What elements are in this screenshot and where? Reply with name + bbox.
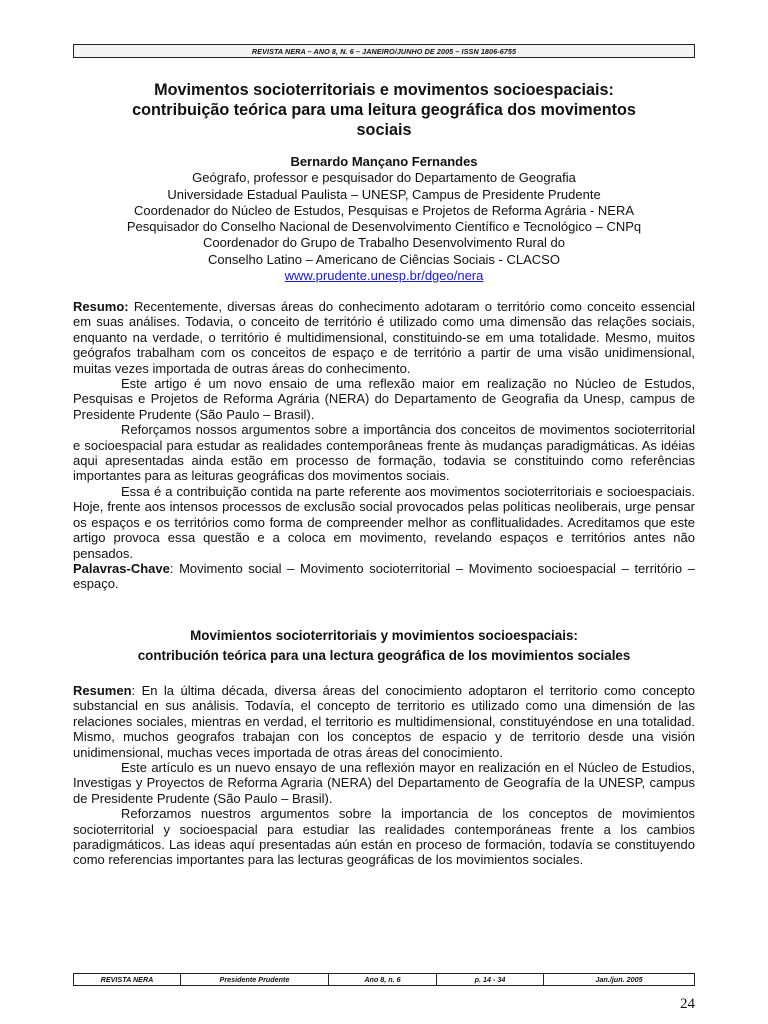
author-affiliation: Conselho Latino – Americano de Ciências Sociais - CLACSO [208, 251, 560, 267]
title-line: contribución teórica para una lectura geográfica de los movimientos sociales [137, 648, 631, 663]
author-affiliation: Pesquisador do Conselho Nacional de Desenvolvimento Científico e Tecnológico – CNPq [126, 219, 642, 235]
footer-pages: p. 14 - 34 [437, 974, 544, 985]
abstract-text: Recentemente, diversas áreas do conhecimento adotaram o território como conceito essencial em suas análises. Todavia, o conceito de território é utilizado como uma dimensão das relações sociais, enquanto na verdade, o território é multidimensional, constituindo-se em uma totalidade. Mesmo, muitos geógrafos trabalham com os conceitos de espaço e de território a partir de uma visão unidimensional, muitas vezes importada de outras áreas do conhecimento. [73, 299, 695, 376]
footer-city: Presidente Prudente [181, 974, 329, 985]
title-line: contribuição teórica para uma leitura geográfica dos movimentos [132, 101, 636, 119]
author-affiliation: Geógrafo, professor e pesquisador do Departamento de Geografia [192, 170, 576, 186]
keywords-text: : Movimento social – Movimento socioterritorial – Movimento socioespacial – território – espaço. [73, 560, 695, 592]
abstract-spanish [73, 683, 695, 868]
author-affiliation: Coordenador do Núcleo de Estudos, Pesquisas e Projetos de Reforma Agrária - NERA [133, 202, 635, 218]
abstract-paragraph: Reforçamos nossos argumentos sobre a importância dos conceitos de movimentos socioterritorial e socioespacial para estudar as realidades contemporâneas frente às mudanças paradigmáticas. As idéias aqui apresentadas ainda estão em processo de formação, todavia se constituindo como referências importantes para as leituras geográficas dos movimentos sociais. [73, 422, 695, 484]
footer-journal: REVISTA NERA [74, 974, 181, 985]
footer-volume: Ano 8, n. 6 [329, 974, 437, 985]
abstract-paragraph [73, 299, 695, 376]
abstract-paragraph: Essa é a contribuição contida na parte referente aos movimentos socioterritoriais e socioespaciais. Hoje, frente aos intensos processos de exclusão social provocados pelas políticas neoliberais, urge pensar os espaços e os territórios como forma de compreender melhor as conflitualidades. Acreditamos que este artigo provoca essa questão e a coloca em movimento, revelando espaços e territórios antes não pensados. [73, 483, 695, 561]
page-number: 24 [680, 996, 695, 1012]
abstract-label: Resumo: [73, 299, 129, 314]
title-line: Movimientos socioterritoriais y movimientos socioespaciais: [190, 628, 578, 643]
keywords-label: Palavras-Chave [73, 560, 170, 576]
author-name: Bernardo Mançano Fernandes [290, 154, 478, 169]
abstract-paragraph: Este artigo é um novo ensaio de uma reflexão maior em realização no Núcleo de Estudos, Pesquisas e Projetos de Reforma Agrária (NERA) do Departamento de Geografia da Unesp, campus de Presidente Prudente (São Paulo – Brasil). [73, 376, 695, 422]
abstract-paragraph [73, 683, 695, 760]
abstract-portuguese [73, 299, 695, 592]
author-affiliation: Coordenador do Grupo de Trabalho Desenvolvimento Rural do [202, 235, 566, 251]
author-affiliation: Universidade Estadual Paulista – UNESP, Campus de Presidente Prudente [167, 186, 601, 202]
spanish-title [73, 626, 695, 666]
author-block [73, 154, 695, 284]
abstract-paragraph: Este artículo es un nuevo ensayo de una reflexión mayor en realización en el Núcleo de Estudios, Investigas y Proyectos de Reforma Agraria (NERA) del Departamento de Geografía de la UNESP, campus de Presidente Prudente (São Paulo – Brasil). [73, 760, 695, 806]
footer-table [73, 973, 695, 986]
author-website-link[interactable]: www.prudente.unesp.br/dgeo/nera [284, 268, 484, 284]
keywords [73, 561, 695, 592]
article-title [73, 80, 695, 140]
abstract-text: : En la última década, diversa áreas del conocimiento adoptaron el territorio como concepto substancial en sus análisis. Todavía, el concepto de territorio es utilizado como una dimensión de las relaciones sociales, mientras en verdad, el territorio es multidimensional, constituyéndose en una totalidad. Mismo, muchos geografos trabajan con los conceptos de espacio y de territorio desde una visión unidimensional, muchas veces importada de otras áreas del conocimiento. [73, 683, 695, 760]
title-line: sociais [356, 121, 412, 139]
title-line: Movimentos socioterritoriais e movimentos socioespaciais: [154, 81, 614, 99]
abstract-paragraph: Reforzamos nuestros argumentos sobre la importancia de los conceptos de movimientos socioterritorial y socioespacial para estudiar las realidades contemporáneas frente a los cambios paradigmáticos. Las ideas aquí presentadas aún están en proceso de formación, todavía se constituyendo como referencias importantes para las lecturas geográficas de los movimientos sociales. [73, 806, 695, 868]
footer-date: Jan./jun. 2005 [595, 975, 643, 984]
running-header: REVISTA NERA – ANO 8, N. 6 – JANEIRO/JUNHO DE 2005 – ISSN 1806-6755 [73, 44, 695, 58]
abstract-label: Resumen [73, 683, 132, 698]
